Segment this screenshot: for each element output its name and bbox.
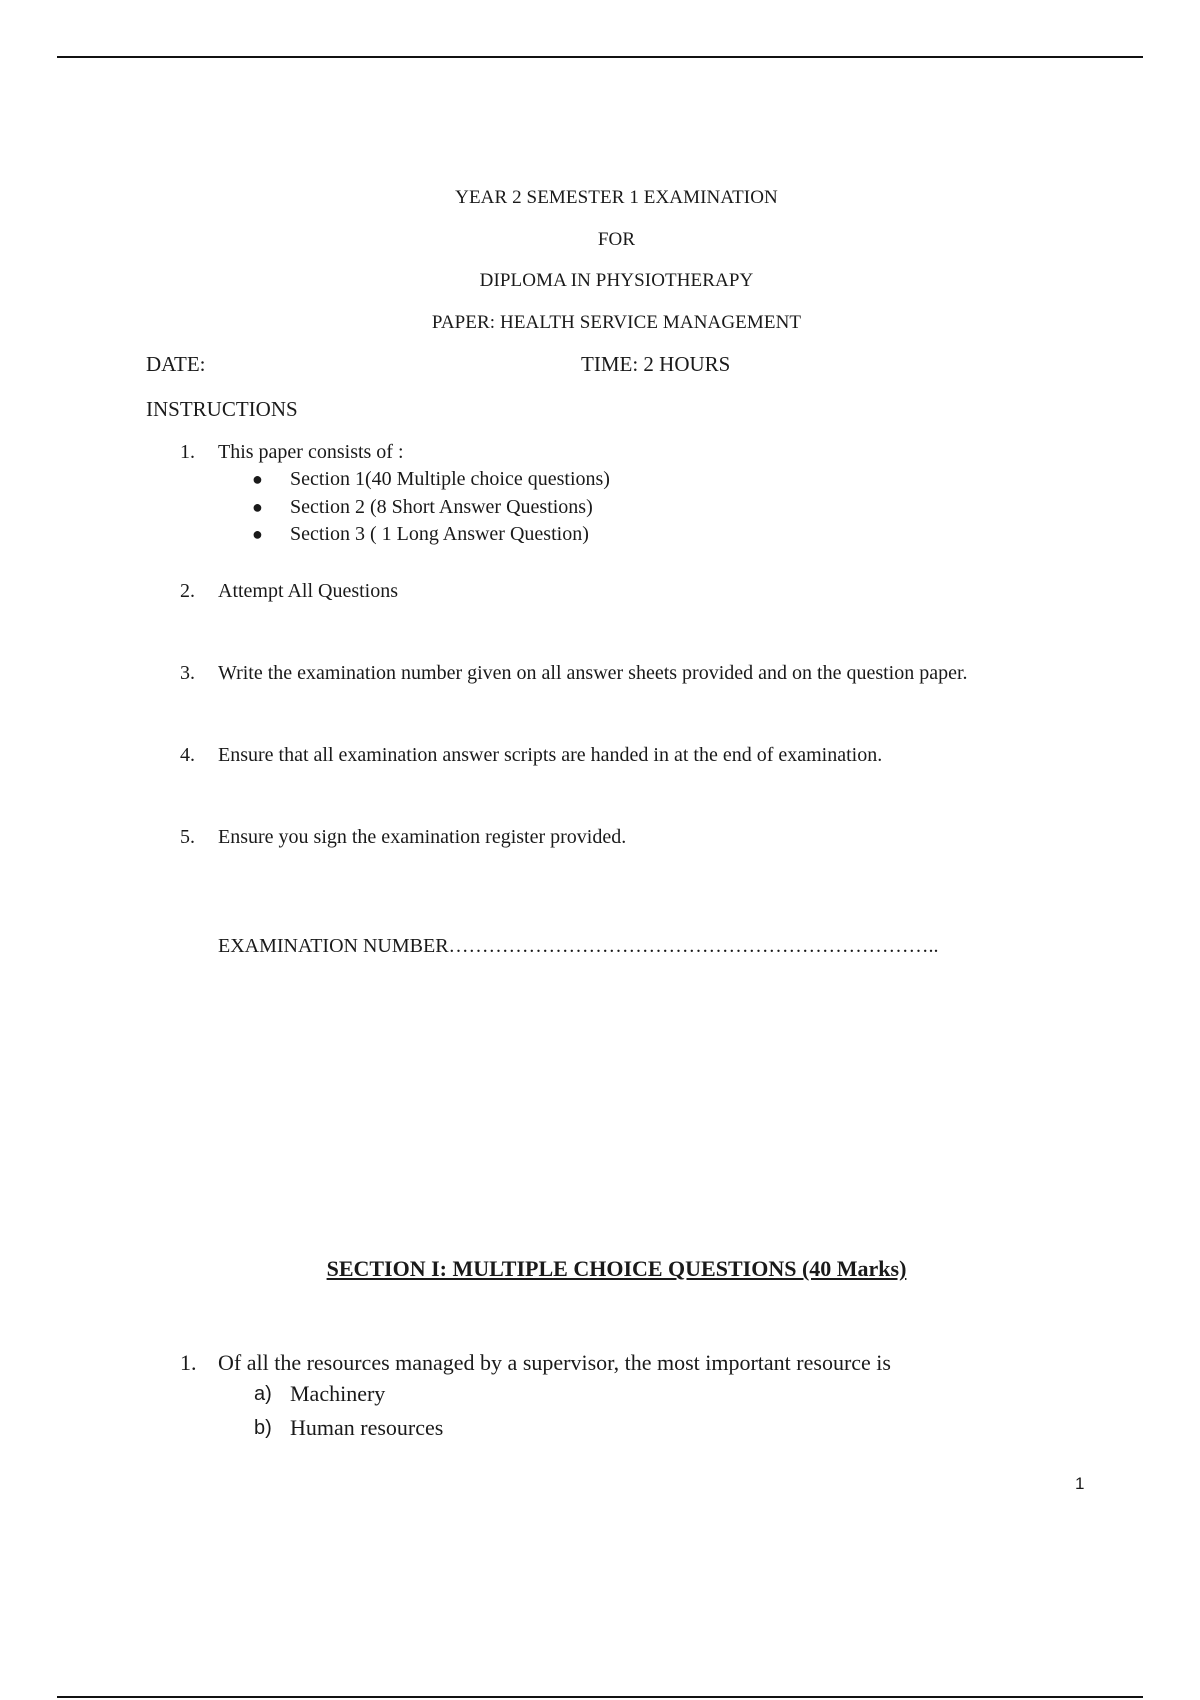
instructions-title: INSTRUCTIONS [146,397,298,421]
instruction-text: This paper consists of : [218,441,404,463]
paper-name: PAPER: HEALTH SERVICE MANAGEMENT [431,312,802,333]
exam-for: FOR [597,229,636,250]
time-label: TIME: 2 HOURS [581,352,731,376]
instruction-text: Write the examination number given on all answer sheets provided and on the question paper. [218,662,968,684]
programme-name: DIPLOMA IN PHYSIOTHERAPY [479,270,754,291]
option-text: Human resources [290,1415,444,1440]
bottom-rule [57,1696,1143,1698]
instruction-number: 4. [180,744,195,766]
section-title: SECTION I: MULTIPLE CHOICE QUESTIONS (40 Marks) [326,1256,907,1281]
examination-number-line: EXAMINATION NUMBER……………………………………………………………….. [218,935,939,957]
top-rule [57,56,1143,58]
exam-title: YEAR 2 SEMESTER 1 EXAMINATION [455,187,778,208]
instruction-text: Ensure that all examination answer scripts are handed in at the end of examination. [218,744,883,766]
instruction-number: 1. [180,441,195,463]
question-number: 1. [180,1350,197,1375]
instruction-text: Ensure you sign the examination register provided. [218,826,627,848]
bullet-icon: ● [252,469,263,489]
option-text: Machinery [290,1381,386,1406]
instruction-number: 5. [180,826,195,848]
bullet-text: Section 3 ( 1 Long Answer Question) [290,523,589,545]
instruction-text: Attempt All Questions [218,580,398,602]
bullet-icon: ● [252,524,263,544]
bullet-text: Section 1(40 Multiple choice questions) [290,468,610,490]
bullet-text: Section 2 (8 Short Answer Questions) [290,496,593,518]
option-letter: a) [254,1383,272,1405]
instruction-number: 3. [180,662,195,684]
bullet-icon: ● [252,497,263,517]
option-letter: b) [254,1417,272,1439]
date-label: DATE: [146,352,206,376]
page-number: 1 [1075,1474,1085,1493]
question-text: Of all the resources managed by a supervisor, the most important resource is [218,1350,891,1375]
instruction-number: 2. [180,580,195,602]
